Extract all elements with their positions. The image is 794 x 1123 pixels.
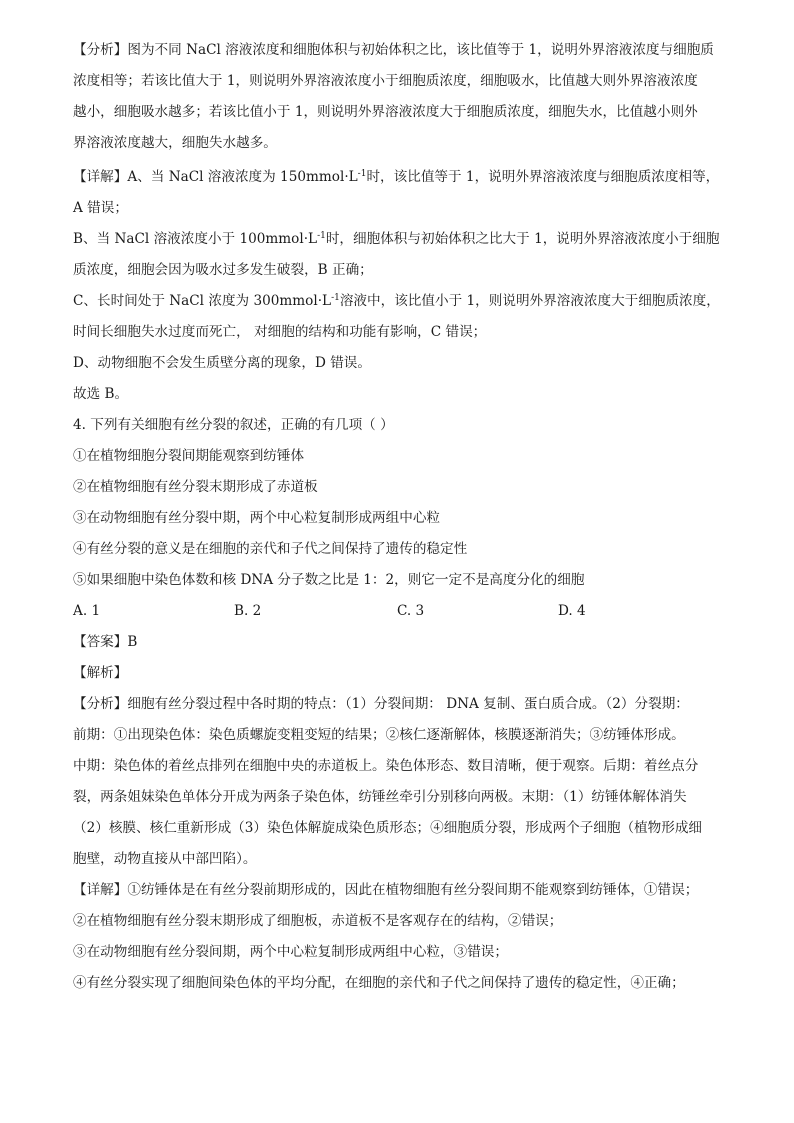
analysis2-line-1: 【分析】细胞有丝分裂过程中各时期的特点：（1）分裂间期： DNA 复制、蛋白质合成。（2）分裂期：: [73, 696, 689, 712]
question-stem: 4. 下列有关细胞有丝分裂的叙述，正确的有几项（ ）: [73, 417, 394, 433]
superscript: -1: [331, 293, 340, 303]
detail-line-a: [73, 167, 719, 187]
statement-4: ④有丝分裂的意义是在细胞的亲代和子代之间保持了遗传的稳定性: [73, 541, 468, 557]
statement-2: ②在植物细胞有丝分裂末期形成了赤道板: [73, 479, 318, 495]
detail-line-b: [73, 229, 719, 249]
answer-line: 【答案】B: [73, 634, 138, 650]
analysis-title: 【解析】: [73, 665, 128, 681]
statement-3: ③在动物细胞有丝分裂中期，两个中心粒复制形成两组中心粒: [73, 510, 441, 526]
analysis2-line-5: （2）核膜、核仁重新形成（3）染色体解旋成染色质形态；④细胞质分裂，形成两个子细胞（植物形成细: [73, 820, 703, 836]
option-a: A. 1: [73, 603, 101, 619]
detail-c-part1: C、长时间处于 NaCl 浓度为 300mmol·L: [73, 293, 332, 309]
detail-a-part2: 时，该比值等于 1，说明外界溶液浓度与细胞质浓度相等，: [366, 169, 720, 185]
detail-line-b-cont: 质浓度，细胞会因为吸水过多发生破裂，B 正确；: [73, 262, 373, 278]
detail-line-c: [73, 291, 720, 311]
detail2-line-4: ④有丝分裂实现了细胞间染色体的平均分配，在细胞的亲代和子代之间保持了遗传的稳定性，④正确；: [73, 975, 685, 991]
analysis2-line-2: 前期：①出现染色体：染色质螺旋变粗变短的结果；②核仁逐渐解体，核膜逐渐消失；③纺锤体形成。: [73, 727, 685, 743]
detail-line-a-cont: A 错误；: [73, 200, 128, 216]
detail-line-c-cont: 时间长细胞失水过度而死亡， 对细胞的结构和功能有影响，C 错误；: [73, 324, 487, 340]
detail-line-d: D、动物细胞不会发生质壁分离的现象，D 错误。: [73, 355, 371, 371]
option-d: D. 4: [558, 603, 586, 619]
analysis-line-4: 界溶液浓度越大，细胞失水越多。: [73, 135, 277, 151]
analysis-line-3: 越小，细胞吸水越多；若该比值小于 1，则说明外界溶液浓度大于细胞质浓度，细胞失水，比值越小则外: [73, 104, 698, 120]
analysis2-line-4: 裂，两条姐妹染色单体分开成为两条子染色体，纺锤丝牵引分别移向两极。末期：（1）纺锤体解体消失: [73, 789, 687, 805]
statement-1: ①在植物细胞分裂间期能观察到纺锤体: [73, 448, 305, 464]
superscript: -1: [317, 231, 326, 241]
detail-a-part1: 【详解】A、当 NaCl 溶液浓度为 150mmol·L: [73, 169, 358, 185]
detail-b-part2: 时，细胞体积与初始体积之比大于 1，说明外界溶液浓度小于细胞: [325, 231, 720, 247]
statement-5: ⑤如果细胞中染色体数和核 DNA 分子数之比是 1：2，则它一定不是高度分化的细胞: [73, 572, 585, 588]
analysis2-line-3: 中期：染色体的着丝点排列在细胞中央的赤道板上。染色体形态、数目清晰，便于观察。后期：着丝点分: [73, 758, 699, 774]
choose-line: 故选 B。: [73, 386, 129, 402]
detail-b-part1: B、当 NaCl 溶液浓度小于 100mmol·L: [73, 231, 318, 247]
detail2-line-3: ③在动物细胞有丝分裂间期，两个中心粒复制形成两组中心粒，③错误；: [73, 944, 508, 960]
option-c: C. 3: [397, 603, 425, 619]
analysis2-line-6: 胞壁，动物直接从中部凹陷）。: [73, 851, 257, 867]
superscript: -1: [357, 169, 367, 179]
detail2-line-1: 【详解】①纺锤体是在有丝分裂前期形成的，因此在植物细胞有丝分裂间期不能观察到纺锤体，①错误；: [73, 882, 699, 898]
analysis-line-1: 【分析】图为不同 NaCl 溶液浓度和细胞体积与初始体积之比，该比值等于 1，说明外界溶液浓度与细胞质: [73, 42, 714, 58]
detail-c-part2: 溶液中，该比值小于 1，则说明外界溶液浓度大于细胞质浓度，: [339, 293, 720, 309]
detail2-line-2: ②在植物细胞有丝分裂末期形成了细胞板，赤道板不是客观存在的结构，②错误；: [73, 913, 563, 929]
analysis-line-2: 浓度相等；若该比值大于 1，则说明外界溶液浓度小于细胞质浓度，细胞吸水，比值越大则外界溶液浓度: [73, 73, 698, 89]
option-b: B. 2: [234, 603, 262, 619]
